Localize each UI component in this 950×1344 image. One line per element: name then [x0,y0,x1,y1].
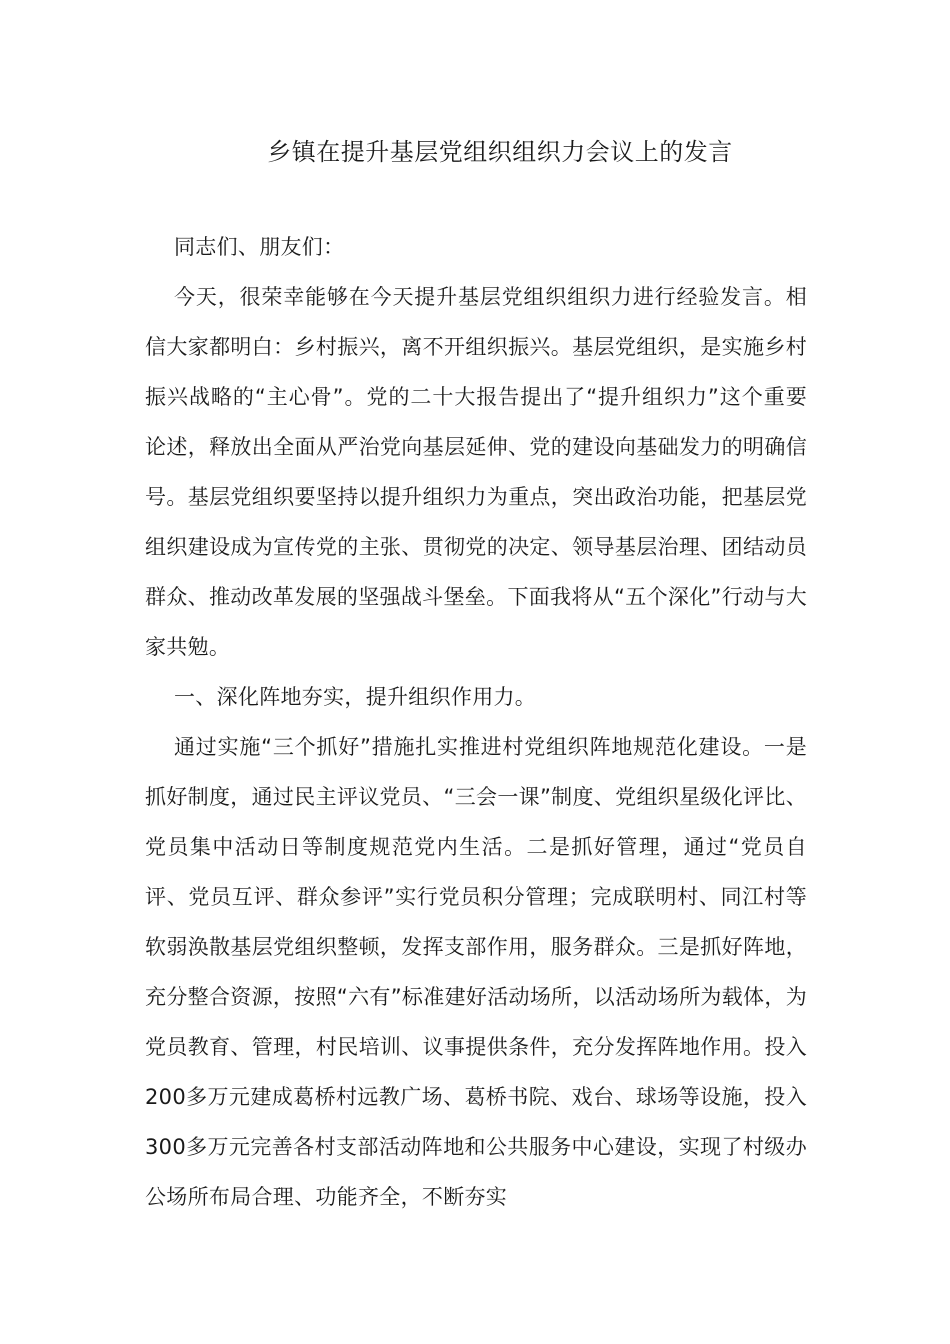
section-heading-1: 一、深化阵地夯实，提升组织作用力。 [174,685,537,709]
document-title: 乡镇在提升基层党组织组织力会议上的发言 [267,138,733,166]
document-body [145,222,807,1222]
paragraph-salutation: 同志们、朋友们： [174,235,345,259]
paragraph-section-1: 通过实施“三个抓好”措施扎实推进村党组织阵地规范化建设。一是抓好制度，通过民主评议党员、“三会一课”制度、党组织星级化评比、党员集中活动日等制度规范党内生活。二是抓好管理，通过“党员自评、党员互评、群众参评”实行党员积分管理；完成联明村、同江村等软弱涣散基层党组织整顿，发挥支部作用，服务群众。三是抓好阵地，充分整合资源，按照“六有”标准建好活动场所，以活动场所为载体，为党员教育、管理，村民培训、议事提供条件，充分发挥阵地作用。投入200多万元建成葛桥村远教广场、葛桥书院、戏台、球场等设施，投入300多万元完善各村支部活动阵地和公共服务中心建设，实现了村级办公场所布局合理、功能齐全，不断夯实 [145,735,807,1209]
paragraph-intro: 今天，很荣幸能够在今天提升基层党组织组织力进行经验发言。相信大家都明白：乡村振兴，离不开组织振兴。基层党组织，是实施乡村振兴战略的“主心骨”。党的二十大报告提出了“提升组织力”这个重要论述，释放出全面从严治党向基层延伸、党的建设向基础发力的明确信号。基层党组织要坚持以提升组织力为重点，突出政治功能，把基层党组织建设成为宣传党的主张、贯彻党的决定、领导基层治理、团结动员群众、推动改革发展的坚强战斗堡垒。下面我将从“五个深化”行动与大家共勉。 [145,285,807,659]
